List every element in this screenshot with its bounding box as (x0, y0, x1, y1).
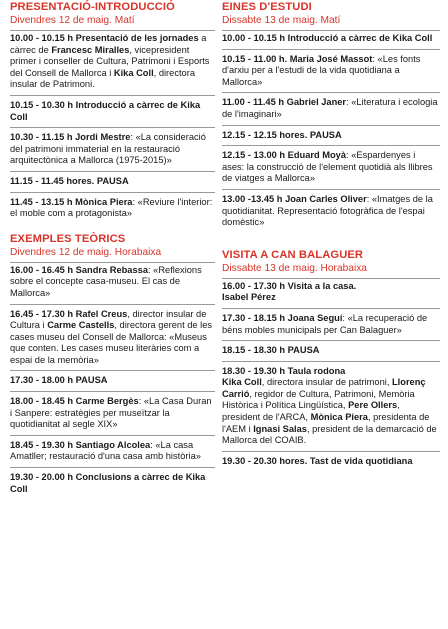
section-subtitle: Divendres 12 de maig. Matí (10, 15, 135, 26)
program-entry: 18.15 - 18.30 h PAUSA (222, 340, 440, 361)
program-entry: 16.00 - 17.30 h Visita a la casa. Isabel Pérez (222, 278, 440, 308)
section-title: VISITA A CAN BALAGUER (222, 248, 364, 261)
program-entry: 19.30 - 20.30 hores. Tast de vida quotidiana (222, 451, 440, 472)
program-entry: 17.30 - 18.15 h Joana Seguí: «La recuperació de béns mobles municipals per Can Balaguer» (222, 308, 440, 340)
program-entry: 10.15 - 10.30 h Introducció a càrrec de Kika Coll (10, 95, 215, 127)
program-entry: 16.00 - 16.45 h Sandra Rebassa: «Reflexions sobre el concepte casa-museu. El cas de Mallorca» (10, 262, 215, 304)
program-entry: 13.00 -13.45 h Joan Carles Oliver: «Imatges de la quotidianitat. Representació fotogràfica de l'espai domèstic» (222, 189, 440, 233)
program-entry: 11.45 - 13.15 h Mònica Piera: «Reviure l'interior: el moble com a protagonista» (10, 192, 215, 224)
program-entry: 18.30 - 19.30 h Taula rodona Kika Coll, directora insular de patrimoni, Llorenç Carrió, regidor de Cultura, Patrimoni, Memòria Històrica i Política Lingüística, Pere Ollers, president de l'ARCA, Mònica Piera, presidenta de l'AEM i Ignasi Salas, president de la demarcació de Mallorca del COAIB. (222, 361, 440, 451)
program-entry: 18.00 - 18.45 h Carme Bergès: «La Casa Duran i Sanpere: estratègies per museïtzar la quotidianitat al segle XIX» (10, 391, 215, 435)
section-title: EINES D'ESTUDI (222, 1, 312, 13)
program-entry: 10.00 - 10.15 h Presentació de les jornades a càrrec de Francesc Miralles, vicepresident primer i conseller de Cultura, Patrimoni i Esports del Consell de Mallorca i Kika Coll, directora insular de Patrimoni. (10, 30, 215, 95)
program-entry: 12.15 - 12.15 hores. PAUSA (222, 125, 440, 146)
section-subtitle: Divendres 12 de maig. Horabaixa (10, 246, 162, 258)
program-entry: 10.15 - 11.00 h. Maria José Massot: «Les fonts d'arxiu per a l'estudi de la vida quotidiana a Mallorca» (222, 49, 440, 93)
right-column (222, 1, 440, 471)
section-title: PRESENTACIÓ-INTRODUCCIÓ (10, 1, 175, 13)
left-column (10, 1, 215, 499)
program-entry: 10.00 - 10.15 h Introducció a càrrec de Kika Coll (222, 30, 440, 49)
program-entry: 16.45 - 17.30 h Rafel Creus, director insular de Cultura i Carme Castells, directora gerent de les cases museu del Consell de Mallorca: «Museus que conten. Les cases museu literàries com a espai de la memòria» (10, 304, 215, 371)
section-title: EXEMPLES TEÒRICS (10, 232, 126, 245)
section-subtitle: Dissabte 13 de maig. Horabaixa (222, 262, 367, 274)
program-entry: 11.00 - 11.45 h Gabriel Janer: «Literatura i ecologia de l'imaginari» (222, 92, 440, 124)
program-entry: 18.45 - 19.30 h Santiago Alcolea: «La casa Amatller; restauració d'una casa amb història» (10, 435, 215, 467)
program-entry: 11.15 - 11.45 hores. PAUSA (10, 171, 215, 192)
program-entry: 19.30 - 20.00 h Conclusions a càrrec de Kika Coll (10, 467, 215, 499)
section-subtitle: Dissabte 13 de maig. Matí (222, 15, 341, 26)
program-entry: 12.15 - 13.00 h Eduard Moyà: «Espardenyes i ases: la construcció de l'element quotidià als llibres de viatges a Mallorca» (222, 145, 440, 189)
program-entry: 10.30 - 11.15 h Jordi Mestre: «La consideració del patrimoni immaterial en la restauració arquitectònica a Mallorca (1975-2015)» (10, 127, 215, 171)
program-entry: 17.30 - 18.00 h PAUSA (10, 370, 215, 391)
